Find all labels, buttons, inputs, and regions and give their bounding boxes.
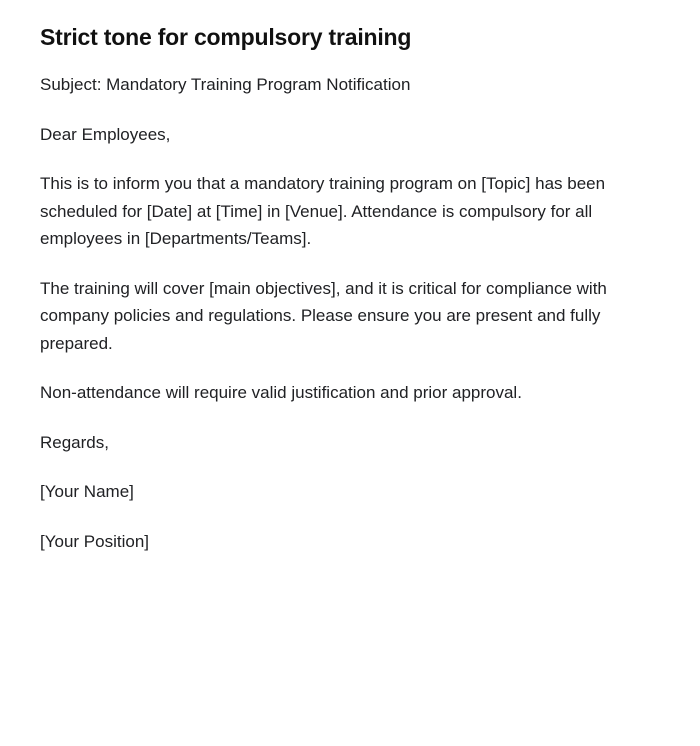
paragraph-signature-name: [Your Name] xyxy=(40,482,134,502)
paragraph-body-3: Non-attendance will require valid justification and prior approval. xyxy=(40,383,522,403)
paragraph-subject: Subject: Mandatory Training Program Notification xyxy=(40,75,411,95)
paragraph-body-1: This is to inform you that a mandatory training program on [Topic] has been scheduled for [Date] at [Time] in [Venue]. Attendance is compulsory for all employees in [Departments/Teams]. xyxy=(40,174,606,249)
paragraph-salutation: Dear Employees, xyxy=(40,124,171,144)
page-title: Strict tone for compulsory training xyxy=(40,24,412,50)
paragraph-body-2: The training will cover [main objectives], and it is critical for compliance with company policies and regulations. Please ensure you are present and fully prepared. xyxy=(40,278,607,353)
paragraph-closing: Regards, xyxy=(40,432,109,452)
paragraph-signature-position: [Your Position] xyxy=(40,531,149,551)
